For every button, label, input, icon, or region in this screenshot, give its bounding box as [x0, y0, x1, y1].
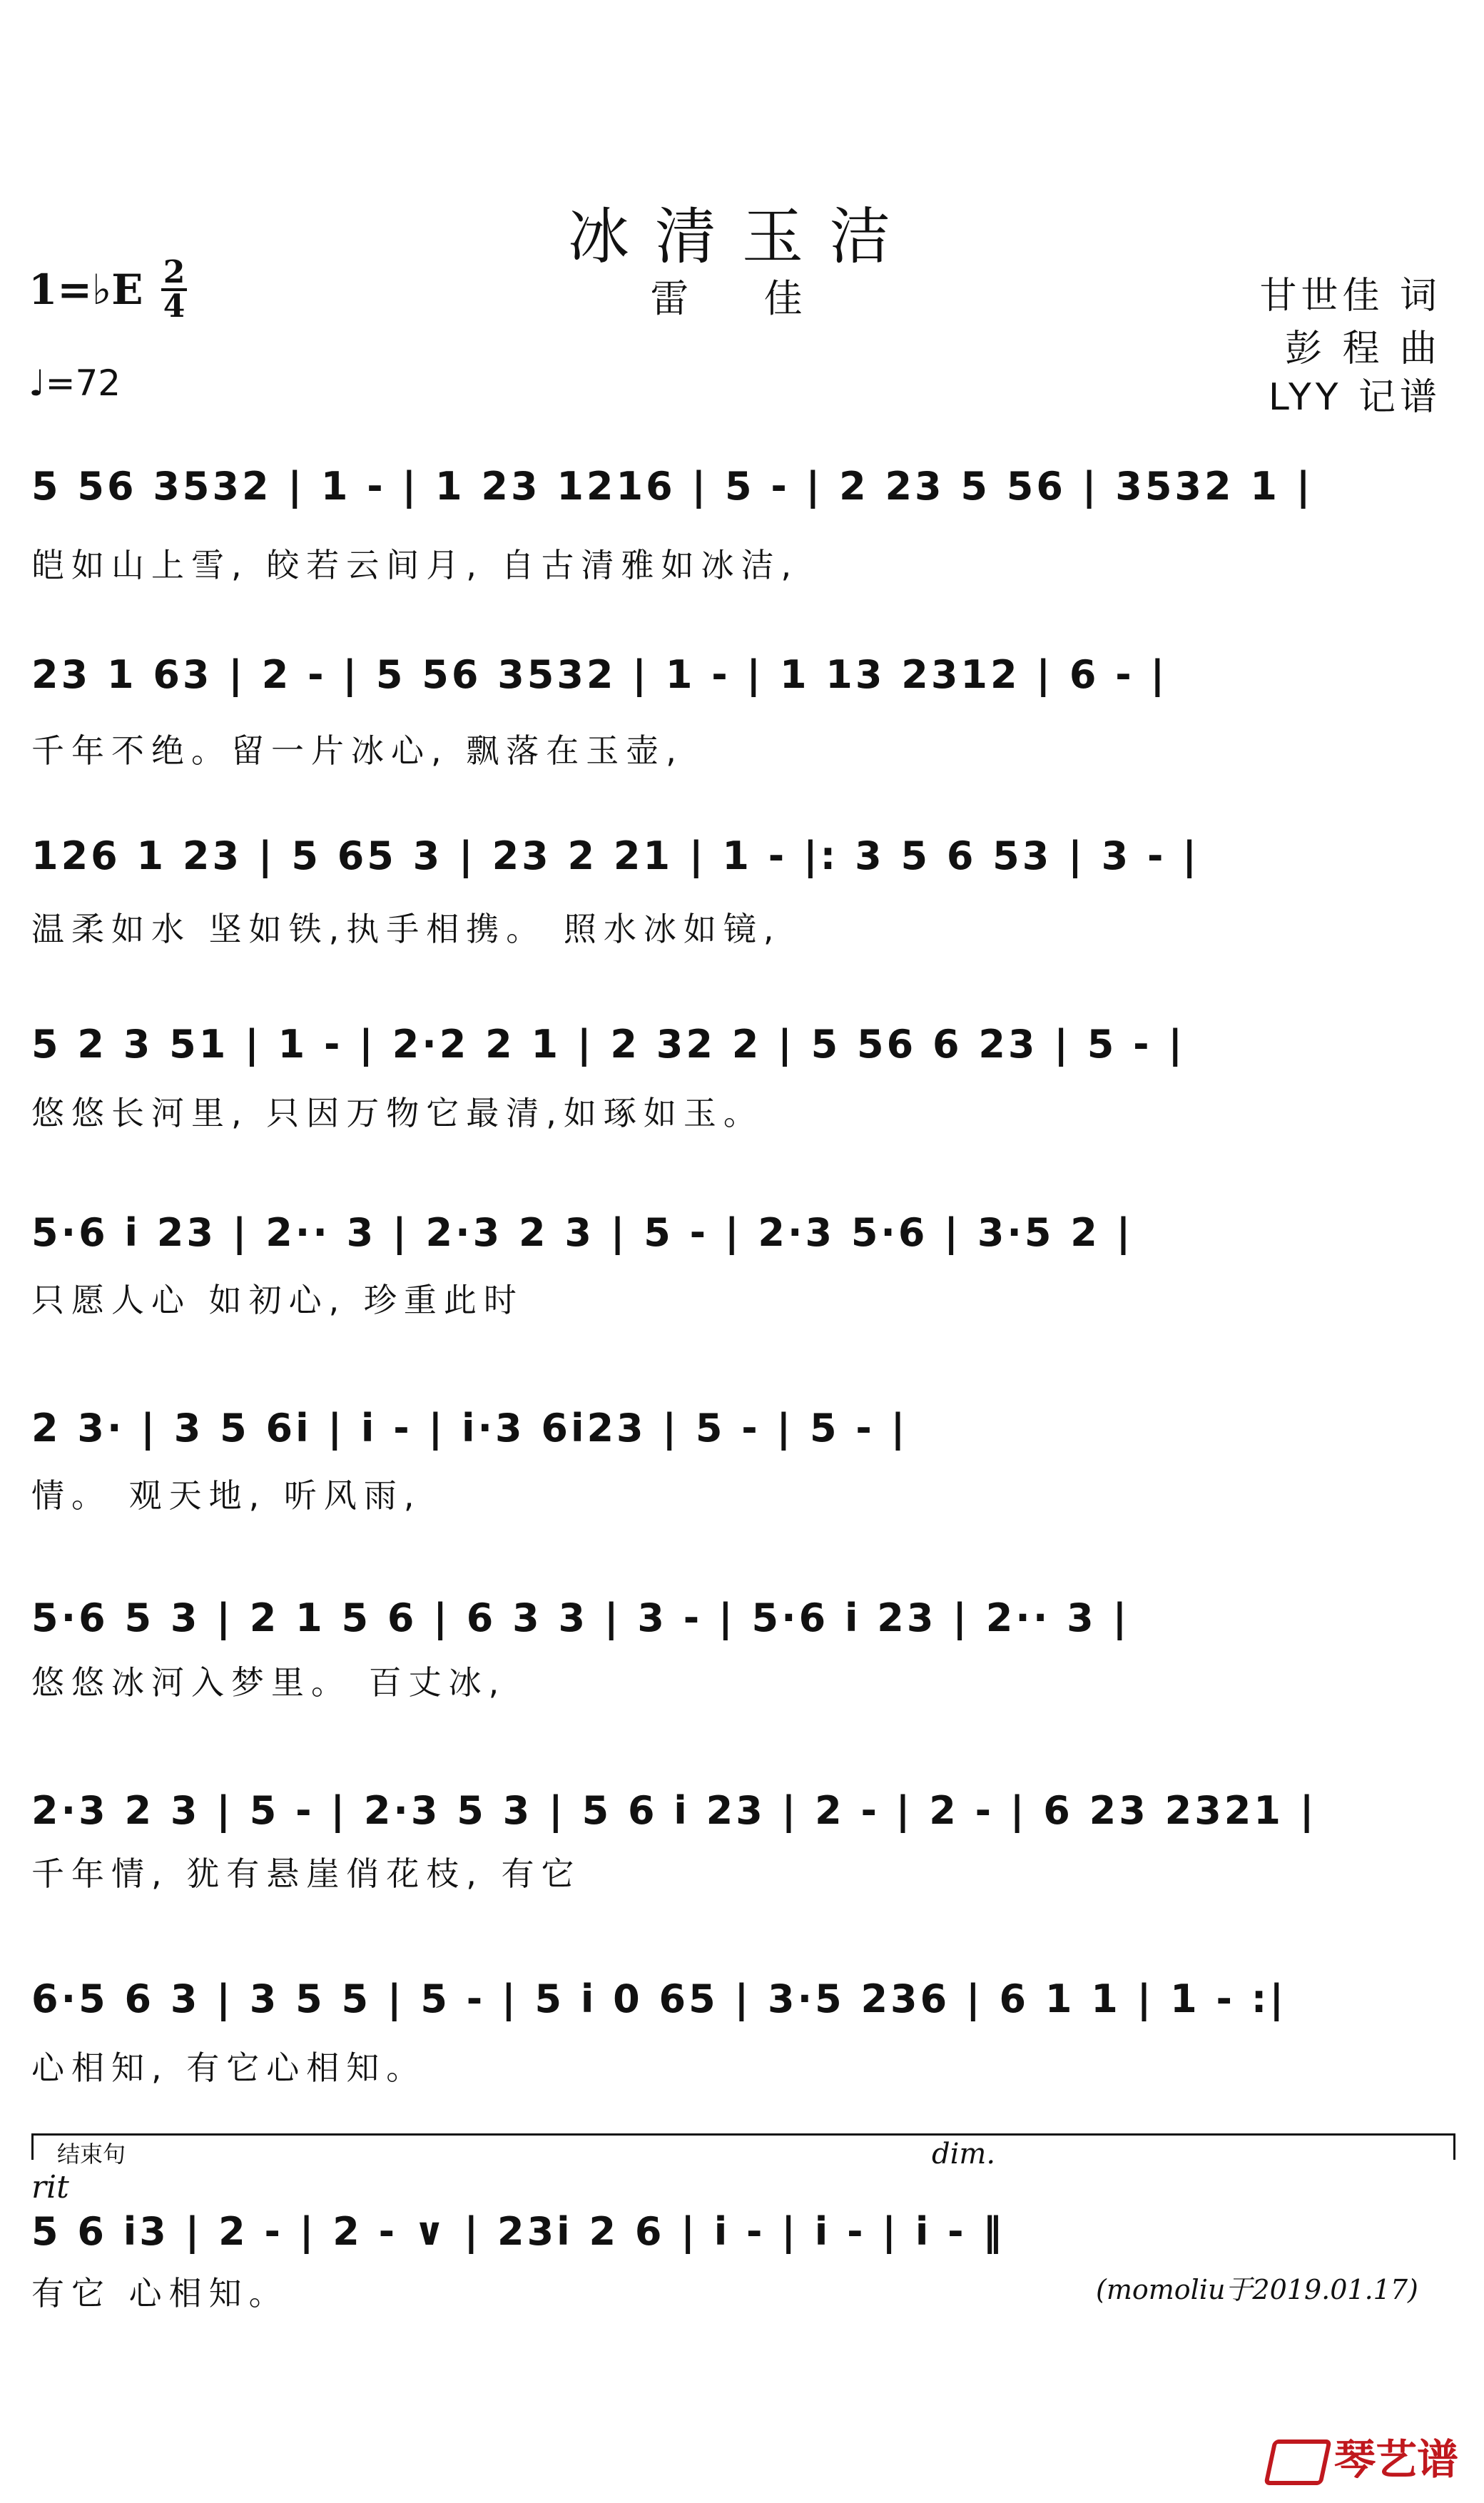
tempo: ♩=72 [29, 362, 121, 404]
lyrics-line-1: 皑如山上雪, 皎若云间月, 自古清雅如冰洁, [31, 546, 799, 584]
notes-line-7: 5·6 5 3 | 2 1 5 6 | 6 3 3 | 3 - | 5·6 i 23 | 2·· 3 | [31, 1595, 1130, 1640]
lyrics-line-10: 有它 心相知。 [31, 2274, 289, 2312]
key-signature: 1=♭E [29, 265, 143, 314]
ending-bracket [31, 2133, 1455, 2160]
lyrics-line-9: 心相知, 有它心相知。 [31, 2048, 427, 2087]
notes-line-9: 6·5 6 3 | 3 5 5 | 5 - | 5 i 0 65 | 3·5 236 | 6 1 1 | 1 - :| [31, 1976, 1287, 2021]
rit-marking: rit [31, 2169, 69, 2205]
notes-line-5: 5·6 i 23 | 2·· 3 | 2·3 2 3 | 5 - | 2·3 5·6 | 3·5 2 | [31, 1210, 1134, 1255]
lyrics-line-3: 温柔如水 坚如铁,执手相携。 照水冰如镜, [31, 910, 781, 948]
composer: 彭 程 曲 [1284, 328, 1441, 370]
time-sig-denominator: 4 [163, 288, 186, 325]
lyrics-line-7: 悠悠冰河入梦里。 百丈冰, [31, 1663, 507, 1702]
notes-line-10: 5 6 i3 | 2 - | 2 - ∨ | 23i 2 6 | i - | i - | i - ‖ [31, 2209, 1005, 2254]
notes-line-2: 23 1 63 | 2 - | 5 56 3532 | 1 - | 1 13 2312 | 6 - | [31, 652, 1168, 697]
notes-line-4: 5 2 3 51 | 1 - | 2·2 2 1 | 2 32 2 | 5 56 6 23 | 5 - | [31, 1022, 1186, 1067]
dim-marking: dim. [932, 2138, 996, 2171]
lyrics-line-6: 情。 观天地, 听风雨, [31, 1476, 422, 1515]
singer: 雷 佳 [650, 276, 834, 321]
logo-icon [1264, 2439, 1332, 2485]
notes-line-3: 126 1 23 | 5 65 3 | 23 2 21 | 1 - |: 3 5 6 53 | 3 - | [31, 833, 1199, 878]
transcriber-signature: (momoliu于2019.01.17) [1096, 2274, 1418, 2305]
time-sig-numerator: 2 [163, 254, 186, 290]
lyrics-line-8: 千年情, 犹有悬崖俏花枝, 有它 [31, 1854, 581, 1893]
song-title: 冰清玉洁 [568, 201, 916, 273]
ending-label: 结束句 [57, 2141, 126, 2168]
lyrics-line-2: 千年不绝。留一片冰心, 飘落在玉壶, [31, 731, 683, 770]
watermark-text: 琴艺谱 [1334, 2435, 1459, 2484]
lyricist: 甘世佳 词 [1259, 275, 1441, 318]
watermark-logo [1269, 2426, 1458, 2486]
time-signature [161, 254, 187, 325]
notes-line-8: 2·3 2 3 | 5 - | 2·3 5 3 | 5 6 i 23 | 2 - | 2 - | 6 23 2321 | [31, 1788, 1317, 1833]
notes-line-6: 2 3· | 3 5 6i | i - | i·3 6i23 | 5 - | 5 - | [31, 1406, 908, 1451]
lyrics-line-5: 只愿人心 如初心, 珍重此时 [31, 1281, 524, 1319]
notes-line-1: 5 56 3532 | 1 - | 1 23 1216 | 5 - | 2 23 5 56 | 3532 1 | [31, 464, 1313, 509]
transcriber: LYY 记谱 [1268, 376, 1441, 419]
lyrics-line-4: 悠悠长河里, 只因万物它最清,如琢如玉。 [31, 1094, 763, 1132]
